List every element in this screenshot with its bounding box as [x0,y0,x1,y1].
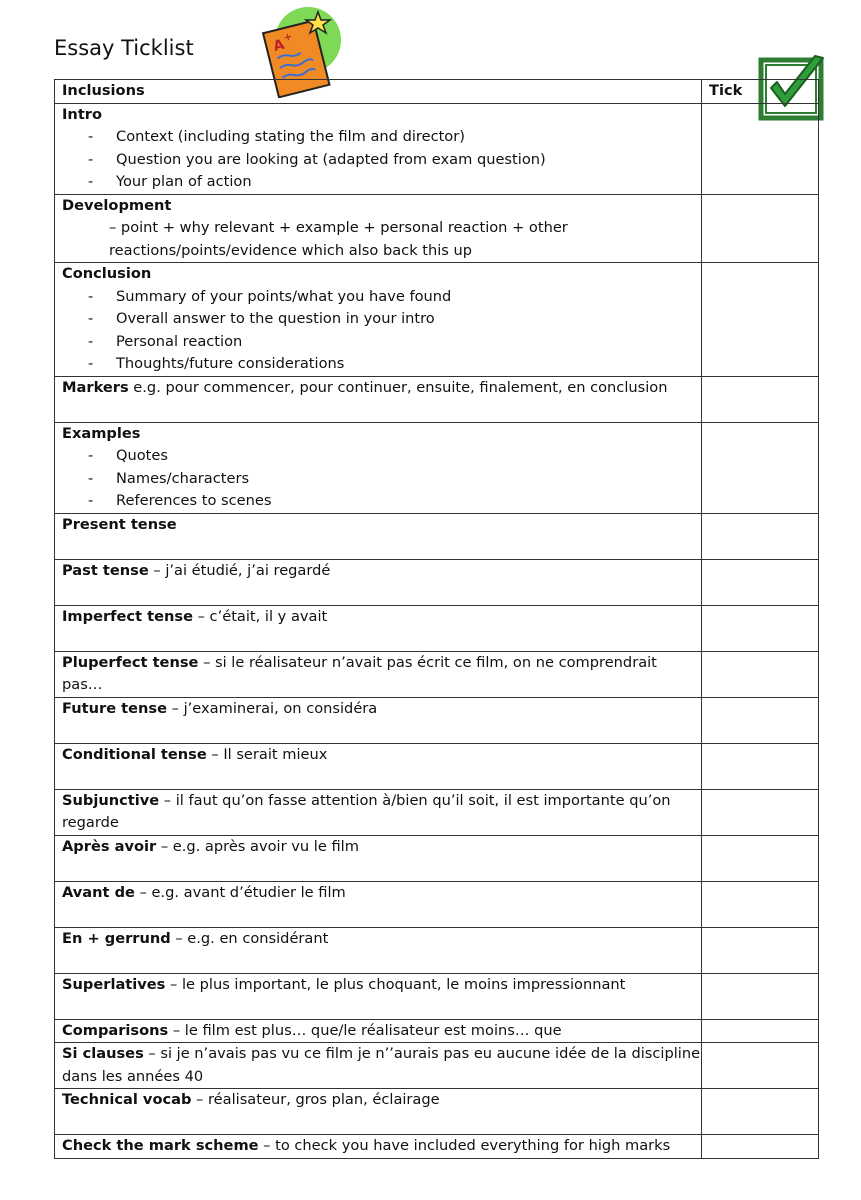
row-text: – c’était, il y avait [192,607,328,625]
row-label: En + gerrund [62,929,171,947]
table-row [55,605,819,651]
bullet-item: - Overall answer to the question in your intro [62,308,701,331]
tick-cell[interactable] [702,559,819,605]
row-label: Conclusion [62,265,152,282]
table-row [55,973,819,1019]
row-content [55,513,702,559]
row-text: – Il serait mieux [206,745,328,763]
row-content [55,376,702,422]
table-row [55,835,819,881]
row-label: Si clauses [62,1045,144,1062]
row-content [55,422,702,513]
tick-cell[interactable] [702,1135,819,1159]
table-row [55,1135,819,1159]
table-row [55,559,819,605]
row-text: – le film est plus… que/le réalisateur est moins… que [168,1021,562,1039]
row-label: Superlatives [62,975,166,993]
tick-cell[interactable] [702,1043,819,1089]
bullet-item: - Summary of your points/what you have found [62,286,701,309]
row-label: Comparisons [62,1021,169,1039]
svg-text:A: A [271,36,287,55]
table-row [55,1043,819,1089]
table-row [55,651,819,697]
row-content [55,835,702,881]
tick-cell[interactable] [702,697,819,743]
row-content [55,697,702,743]
row-text: – j’examinerai, on considéra [167,699,378,717]
row-content [55,1043,702,1089]
tick-cell[interactable] [702,1019,819,1043]
row-content [55,1135,702,1159]
bullet-list [62,286,701,376]
row-content [55,605,702,651]
row-content [55,194,702,263]
bullet-item: - Personal reaction [62,331,701,354]
row-text: – e.g. avant d’étudier le film [134,883,346,901]
bullet-list [62,126,701,194]
tick-cell[interactable] [702,1089,819,1135]
row-text: e.g. pour commencer, pour continuer, ensuite, finalement, en conclusion [128,378,668,396]
tick-cell[interactable] [702,927,819,973]
row-label: Development [62,196,172,214]
row-text: – point + why relevant + example + personal reaction + other reactions/points/evidence which also back this up [109,219,568,259]
row-content [55,789,702,835]
row-label: Check the mark scheme [62,1137,259,1154]
table-row [55,743,819,789]
row-text: – le plus important, le plus choquant, le moins impressionnant [165,975,626,993]
row-content [55,559,702,605]
table-row [55,263,819,377]
tick-cell[interactable] [702,422,819,513]
row-content [55,651,702,697]
bullet-list [62,445,701,513]
row-content [55,927,702,973]
bullet-item: - Quotes [62,445,701,468]
bullet-item: - Question you are looking at (adapted from exam question) [62,149,701,172]
table-row [55,927,819,973]
row-label: Conditional tense [62,745,207,763]
row-label: Subjunctive [62,791,160,809]
table-row [55,1019,819,1043]
tick-cell[interactable] [702,651,819,697]
essay-ticklist-table [54,79,819,1159]
table-row [55,789,819,835]
tick-cell[interactable] [702,103,819,194]
row-text: – réalisateur, gros plan, éclairage [191,1091,440,1108]
row-label: Examples [62,424,141,442]
row-text: – si le réalisateur n’avait pas écrit ce film, on ne comprendrait pas… [62,653,657,693]
row-label: Technical vocab [62,1091,192,1108]
tick-cell[interactable] [702,789,819,835]
svg-text:+: + [282,31,294,45]
tick-cell[interactable] [702,973,819,1019]
row-content [55,1019,702,1043]
bullet-item: - Thoughts/future considerations [62,353,701,376]
table-row [55,881,819,927]
row-content [55,103,702,194]
row-label: Après avoir [62,837,157,855]
bullet-item: - Your plan of action [62,171,701,194]
bullet-item: - Context (including stating the film and director) [62,126,701,149]
tick-cell[interactable] [702,194,819,263]
row-content [55,973,702,1019]
tick-cell[interactable] [702,263,819,377]
tick-cell[interactable] [702,881,819,927]
tick-cell[interactable] [702,835,819,881]
tick-cell[interactable] [702,743,819,789]
row-text: – e.g. en considérant [170,929,329,947]
tick-cell[interactable] [702,513,819,559]
bullet-item: - References to scenes [62,490,701,513]
table-row [55,422,819,513]
row-label: Avant de [62,883,135,901]
tick-cell[interactable] [702,376,819,422]
row-content [55,743,702,789]
table-row [55,376,819,422]
row-label: Past tense [62,561,149,579]
row-content [55,1089,702,1135]
table-row [55,697,819,743]
column-header-tick: Tick [702,80,819,104]
tick-cell[interactable] [702,605,819,651]
table-row [55,513,819,559]
table-row [55,194,819,263]
row-label: Intro [62,105,103,123]
row-text: – j’ai étudié, j’ai regardé [148,561,331,579]
row-text: – to check you have included everything for high marks [258,1137,671,1154]
table-row [55,1089,819,1135]
row-label: Imperfect tense [62,607,193,625]
row-text: – si je n’avais pas vu ce film je n’’aurais pas eu aucune idée de la discipline dans les années 40 [62,1045,701,1085]
column-header-inclusions: Inclusions [55,80,702,104]
row-label: Future tense [62,699,168,717]
row-content [55,881,702,927]
row-label: Markers [62,378,129,396]
row-label: Present tense [62,515,177,533]
row-text: – il faut qu’on fasse attention à/bien qu’il soit, il est importante qu’on regarde [62,791,671,831]
row-label: Pluperfect tense [62,653,199,671]
table-row [55,103,819,194]
row-text: – e.g. après avoir vu le film [156,837,359,855]
table-header-row [55,80,819,104]
row-content [55,263,702,377]
bullet-item: - Names/characters [62,468,701,491]
page-title: Essay Ticklist [54,36,194,60]
